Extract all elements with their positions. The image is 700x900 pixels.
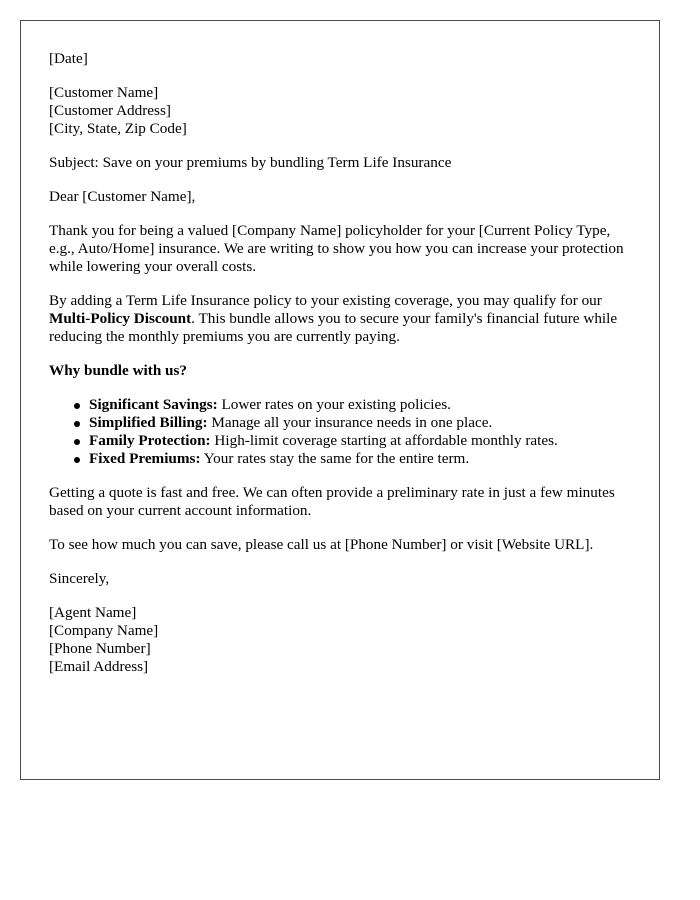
quote-paragraph: Getting a quote is fast and free. We can often provide a preliminary rate in just a few minutes based on your current account information. (49, 484, 615, 519)
letter-date (49, 50, 631, 68)
bullet-icon (74, 457, 80, 463)
recipient-address-block (49, 84, 631, 138)
discount-paragraph-end: . This bundle allows you to secure your family's financial future while reducing the monthly premiums you are currently paying. (49, 310, 618, 345)
benefit-title: Simplified Billing: (89, 414, 208, 431)
recipient-address: [Customer Address] (49, 102, 171, 119)
date-text: [Date] (49, 50, 88, 67)
benefit-text: Manage all your insurance needs in one place. (207, 414, 493, 431)
closing: Sincerely, (49, 570, 110, 587)
signature-block (49, 604, 631, 676)
bullet-icon (74, 439, 80, 445)
bullet-icon (74, 403, 80, 409)
recipient-city-state-zip: [City, State, Zip Code] (49, 120, 187, 137)
list-item (89, 414, 631, 432)
list-item (89, 450, 631, 468)
salutation: Dear [Customer Name], (49, 188, 196, 205)
benefits-list (49, 396, 631, 468)
contact-paragraph: To see how much you can save, please call us at [Phone Number] or visit [Website URL]. (49, 536, 594, 553)
subject-line: Subject: Save on your premiums by bundling Term Life Insurance (49, 154, 452, 171)
why-bundle-heading-text: Why bundle with us? (49, 362, 188, 379)
list-item (89, 432, 631, 450)
intro-paragraph: Thank you for being a valued [Company Name] policyholder for your [Current Policy Type, e.g., Auto/Home] insurance. We are writing to show you how you can increase your protection while lowering your overall costs. (49, 222, 624, 275)
discount-paragraph-start: By adding a Term Life Insurance policy to your existing coverage, you may qualify for our (49, 292, 602, 309)
letter-page (20, 20, 660, 780)
list-item (89, 396, 631, 414)
benefit-text: Lower rates on your existing policies. (217, 396, 451, 413)
benefit-text: Your rates stay the same for the entire term. (200, 450, 470, 467)
agent-name: [Agent Name] (49, 604, 137, 621)
benefit-title: Fixed Premiums: (89, 450, 201, 467)
multi-policy-discount-text: Multi-Policy Discount (49, 310, 192, 327)
discount-paragraph (49, 292, 631, 346)
company-name: [Company Name] (49, 622, 159, 639)
phone-number: [Phone Number] (49, 640, 151, 657)
benefit-title: Significant Savings: (89, 396, 218, 413)
bullet-icon (74, 421, 80, 427)
recipient-name: [Customer Name] (49, 84, 159, 101)
benefit-title: Family Protection: (89, 432, 211, 449)
why-bundle-heading (49, 362, 631, 380)
benefit-text: High-limit coverage starting at affordable monthly rates. (210, 432, 558, 449)
email-address: [Email Address] (49, 658, 149, 675)
